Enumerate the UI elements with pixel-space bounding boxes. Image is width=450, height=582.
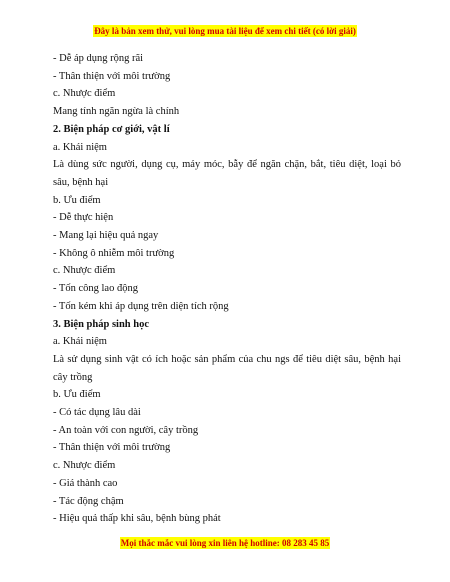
text-line: - Có tác dụng lâu dài — [53, 407, 141, 419]
section-heading: 2. Biện pháp cơ giới, vật lí — [53, 123, 170, 135]
text-line: - Không ô nhiễm môi trường — [53, 247, 175, 259]
preview-notice-banner — [0, 21, 450, 39]
text-line: - Giá thành cao — [53, 477, 118, 489]
text-line: a. Khái niệm — [53, 336, 107, 348]
text-line: c. Nhược điểm — [53, 460, 116, 472]
document-body — [53, 50, 401, 528]
text-line: - Tốn kém khi áp dụng trên diện tích rộng — [53, 300, 229, 312]
text-line: a. Khái niệm — [53, 141, 107, 153]
text-line: - Thân thiện với môi trường — [53, 442, 171, 454]
text-line: - Tốn công lao động — [53, 283, 138, 295]
text-line: Là sử dụng sinh vật có ích hoặc sản phẩm của chu ngs để tiêu diệt sâu, bệnh hại cây trồng — [53, 353, 401, 383]
text-line: - Mang lại hiệu quả ngay — [53, 230, 159, 242]
text-line: b. Ưu điểm — [53, 194, 101, 206]
text-line: - Thân thiện với môi trường — [53, 70, 171, 82]
text-line: b. Ưu điểm — [53, 389, 101, 401]
hotline-banner — [0, 533, 450, 551]
text-line: - Dễ thực hiện — [53, 212, 114, 224]
text-line: - An toàn với con người, cây trồng — [53, 424, 199, 436]
text-line: - Dễ áp dụng rộng rãi — [53, 53, 144, 64]
hotline-text: Mọi thắc mắc vui lòng xin liên hệ hotline: 08 283 45 85 — [120, 538, 330, 548]
text-line: c. Nhược điểm — [53, 265, 116, 277]
preview-notice-text: Đây là bản xem thử, vui lòng mua tài liệu để xem chi tiết (có lời giải) — [94, 26, 356, 36]
text-line: - Hiệu quả thấp khi sâu, bệnh bùng phát — [53, 513, 221, 525]
text-line: Mang tính ngăn ngừa là chính — [53, 106, 180, 118]
section-heading: 3. Biện pháp sinh học — [53, 318, 149, 330]
text-line: - Tác động chậm — [53, 495, 124, 507]
text-line: Là dùng sức người, dụng cụ, máy móc, bẫy để ngăn chặn, bắt, tiêu diệt, loại bỏ sâu, bệnh hại — [53, 159, 401, 188]
text-line: c. Nhược điểm — [53, 88, 116, 100]
